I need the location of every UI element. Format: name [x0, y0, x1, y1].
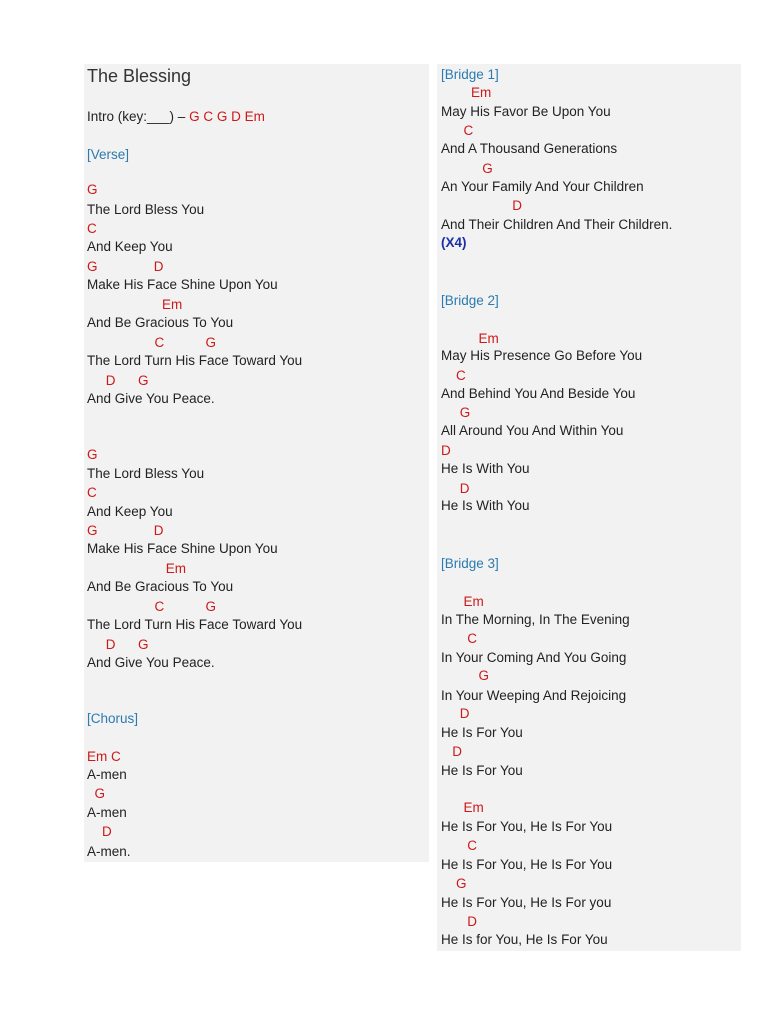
- right-chord-line: G: [441, 405, 471, 420]
- right-chord-line: D: [441, 744, 463, 759]
- left-lyric-line: A-men.: [87, 844, 131, 859]
- left-lyric-line: And Give You Peace.: [87, 391, 215, 406]
- left-lyric-line: And Be Gracious To You: [87, 315, 234, 330]
- right-chord-line: C: [441, 368, 466, 383]
- right-lyric-line: May His Favor Be Upon You: [441, 104, 611, 119]
- right-repeat-line: (X4): [441, 235, 467, 250]
- right-chord-line: Em: [441, 85, 492, 100]
- right-chord-line: G: [441, 876, 467, 891]
- song-title: The Blessing: [87, 66, 192, 86]
- right-lyric-line: He Is For You: [441, 763, 523, 778]
- right-chord-line: C: [441, 631, 478, 646]
- right-chord-line: Em: [441, 594, 484, 609]
- left-lyric-line: And Give You Peace.: [87, 655, 215, 670]
- left-lyric-line: Make His Face Shine Upon You: [87, 277, 278, 292]
- right-chord-line: C: [441, 123, 474, 138]
- right-chord-line: D: [441, 481, 470, 496]
- right-chord-line: Em: [441, 800, 484, 815]
- right-section-line: [Bridge 3]: [441, 556, 499, 571]
- left-chord-line: G D: [87, 259, 164, 274]
- right-lyric-line: He Is For You, He Is For you: [441, 895, 612, 910]
- right-section-line: [Bridge 1]: [441, 67, 499, 82]
- left-section-line: [Chorus]: [87, 711, 139, 726]
- right-lyric-line: And A Thousand Generations: [441, 141, 618, 156]
- right-chord-line: G: [441, 161, 493, 176]
- right-lyric-line: And Behind You And Beside You: [441, 386, 636, 401]
- right-lyric-line: An Your Family And Your Children: [441, 179, 644, 194]
- right-lyric-line: And Their Children And Their Children.: [441, 217, 673, 232]
- right-lyric-line: All Around You And Within You: [441, 423, 624, 438]
- right-chord-line: Em: [441, 331, 499, 346]
- right-lyric-line: In The Morning, In The Evening: [441, 612, 630, 627]
- intro-label: Intro (key:___) –: [87, 109, 190, 124]
- right-lyric-line: In Your Weeping And Rejoicing: [441, 688, 627, 703]
- right-chord-line: G: [441, 668, 490, 683]
- left-chord-line: G D: [87, 523, 164, 538]
- right-chord-line: D: [441, 706, 470, 721]
- right-chord-line: D: [441, 443, 451, 458]
- left-lyric-line: And Keep You: [87, 504, 173, 519]
- left-lyric-line: And Be Gracious To You: [87, 579, 234, 594]
- left-chord-line: D G: [87, 373, 149, 388]
- right-lyric-line: May His Presence Go Before You: [441, 348, 643, 363]
- right-lyric-line: He Is for You, He Is For You: [441, 932, 608, 947]
- left-chord-line: D G: [87, 637, 149, 652]
- intro-line: [87, 110, 265, 124]
- left-chord-line: D: [87, 824, 112, 839]
- right-lyric-line: He Is For You: [441, 725, 523, 740]
- right-chord-line: D: [441, 198, 523, 213]
- left-chord-line: G: [87, 447, 98, 462]
- left-lyric-line: The Lord Bless You: [87, 202, 205, 217]
- right-lyric-line: In Your Coming And You Going: [441, 650, 627, 665]
- left-chord-line: C G: [87, 335, 217, 350]
- left-lyric-line: The Lord Turn His Face Toward You: [87, 617, 303, 632]
- left-lyric-line: A-men: [87, 805, 127, 820]
- right-section-line: [Bridge 2]: [441, 293, 499, 308]
- left-chord-line: G: [87, 786, 106, 801]
- left-chord-line: Em C: [87, 749, 121, 764]
- intro-chords: G C G D Em: [189, 109, 265, 124]
- left-chord-line: C G: [87, 599, 217, 614]
- right-chord-line: D: [441, 914, 478, 929]
- left-lyric-line: And Keep You: [87, 239, 173, 254]
- left-column-panel: [84, 64, 429, 862]
- right-lyric-line: He Is With You: [441, 461, 530, 476]
- left-chord-line: Em: [87, 297, 183, 312]
- left-chord-line: Em: [87, 561, 187, 576]
- left-chord-line: C: [87, 485, 97, 500]
- left-lyric-line: Make His Face Shine Upon You: [87, 541, 278, 556]
- right-lyric-line: He Is For You, He Is For You: [441, 819, 613, 834]
- left-lyric-line: A-men: [87, 767, 127, 782]
- left-lyric-line: The Lord Turn His Face Toward You: [87, 353, 303, 368]
- left-chord-line: G: [87, 182, 98, 197]
- left-chord-line: C: [87, 221, 97, 236]
- left-lyric-line: The Lord Bless You: [87, 466, 205, 481]
- right-lyric-line: He Is For You, He Is For You: [441, 857, 613, 872]
- left-section-line: [Verse]: [87, 147, 130, 162]
- right-chord-line: C: [441, 838, 478, 853]
- right-lyric-line: He Is With You: [441, 498, 530, 513]
